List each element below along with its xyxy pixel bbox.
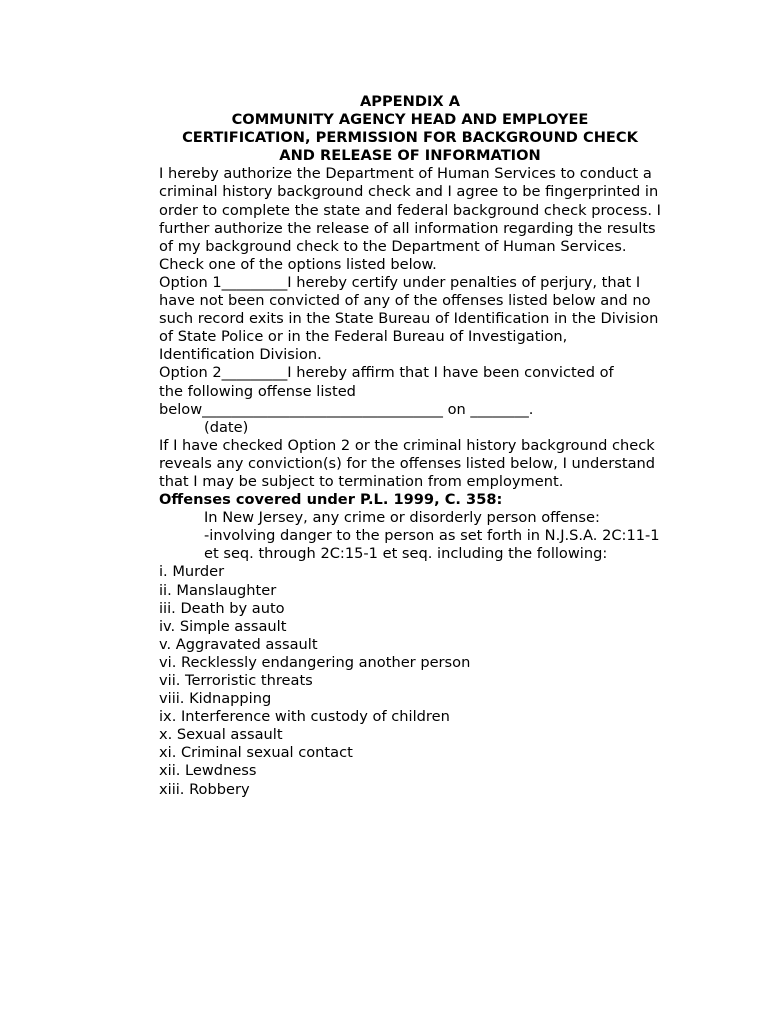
title-line-2: COMMUNITY AGENCY HEAD AND EMPLOYEE <box>231 111 589 129</box>
offense-list-item: viii. Kidnapping <box>159 690 272 708</box>
offense-list-item: xi. Criminal sexual contact <box>159 744 353 762</box>
offenses-intro-line-1: In New Jersey, any crime or disorderly person offense: <box>204 509 600 527</box>
offenses-intro-line-2: -involving danger to the person as set forth in N.J.S.A. 2C:11-1 et seq. through 2C:15-1 et seq. including the following: <box>204 527 660 563</box>
offense-list-item: vii. Terroristic threats <box>159 672 313 689</box>
option-2-line-2: the following offense listed <box>159 382 356 400</box>
date-label: (date) <box>204 418 249 436</box>
offense-list-item: ii. Manslaughter <box>159 581 277 599</box>
title-line-1: APPENDIX A <box>359 93 461 110</box>
offense-list-item: ix. Interference with custody of children <box>159 708 450 726</box>
offenses-list <box>159 563 661 798</box>
offense-list-item: xii. Lewdness <box>159 762 257 780</box>
offense-list-item: x. Sexual assault <box>159 726 283 744</box>
option-2-line-1: Option 2_________I hereby affirm that I have been convicted of <box>159 364 614 382</box>
option-2-line-3: below_________________________________ on ________. <box>159 400 534 418</box>
offense-list-item: vi. Recklessly endangering another person <box>159 653 471 671</box>
offense-list-item: iv. Simple assault <box>159 617 287 635</box>
document-body <box>159 93 661 799</box>
offense-list-item: xiii. Robbery <box>159 780 250 798</box>
offense-list-item: i. Murder <box>159 563 225 581</box>
intro-paragraph: I hereby authorize the Department of Human Services to conduct a criminal history background check and I agree to be fingerprinted in order to complete the state and federal background check process. I further authorize the release of all information regarding the results of my background check to the Department of Human Services. Check one of the options listed below. <box>159 165 661 273</box>
option-1-paragraph: Option 1_________I hereby certify under penalties of perjury, that I have not been convicted of any of the offenses listed below and no such record exits in the State Bureau of Identification in the Division of State Police or in the Federal Bureau of Investigation, Identification Division. <box>159 273 659 364</box>
offenses-heading: Offenses covered under P.L. 1999, C. 358: <box>159 491 503 509</box>
title-line-4: AND RELEASE OF INFORMATION <box>279 147 541 165</box>
condition-paragraph: If I have checked Option 2 or the criminal history background check reveals any conviction(s) for the offenses listed below, I understand that I may be subject to termination from employment. <box>159 436 656 490</box>
offense-list-item: v. Aggravated assault <box>159 635 318 653</box>
offense-list-item: iii. Death by auto <box>159 599 285 617</box>
title-line-3: CERTIFICATION, PERMISSION FOR BACKGROUND CHECK <box>182 129 638 147</box>
